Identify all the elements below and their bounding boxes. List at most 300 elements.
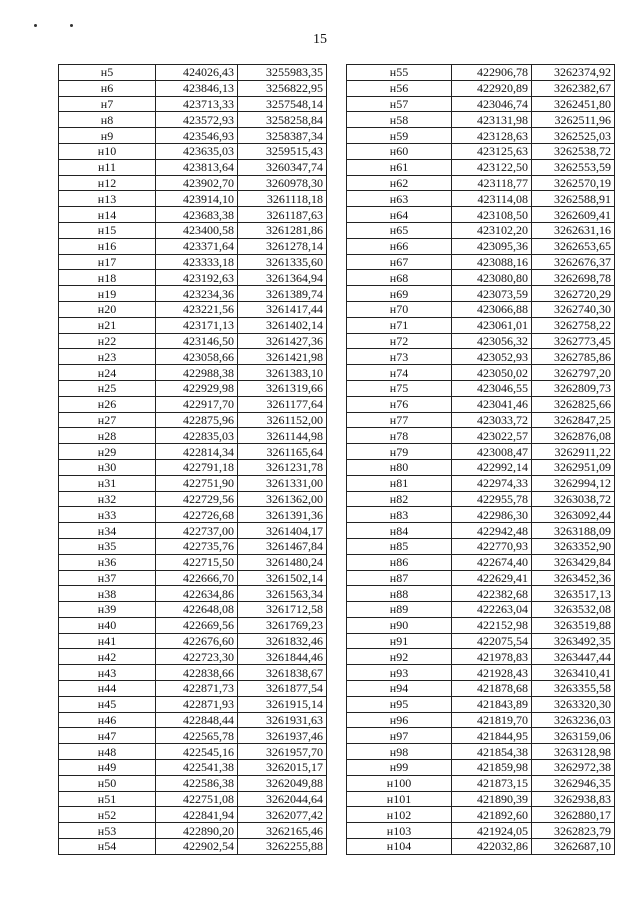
point-id-cell: н81: [347, 475, 452, 491]
y-coordinate-cell: 3263092,44: [532, 507, 615, 523]
table-row: [59, 128, 327, 144]
y-coordinate-cell: 3261480,24: [238, 554, 327, 570]
y-coordinate-cell: 3262631,16: [532, 222, 615, 238]
point-id-cell: н94: [347, 681, 452, 697]
x-coordinate-cell: 423114,08: [452, 191, 532, 207]
table-row: [59, 143, 327, 159]
y-coordinate-cell: 3261502,14: [238, 570, 327, 586]
point-id-cell: н71: [347, 317, 452, 333]
table-row: [347, 649, 615, 665]
x-coordinate-cell: 422988,38: [156, 365, 238, 381]
x-coordinate-cell: 422729,56: [156, 491, 238, 507]
x-coordinate-cell: 421978,83: [452, 649, 532, 665]
table-row: [59, 207, 327, 223]
table-row: [59, 270, 327, 286]
x-coordinate-cell: 422814,34: [156, 444, 238, 460]
x-coordinate-cell: 422942,48: [452, 523, 532, 539]
x-coordinate-cell: 423125,63: [452, 143, 532, 159]
point-id-cell: н11: [59, 159, 156, 175]
y-coordinate-cell: 3262972,38: [532, 760, 615, 776]
point-id-cell: н64: [347, 207, 452, 223]
y-coordinate-cell: 3263320,30: [532, 696, 615, 712]
table-row: [59, 301, 327, 317]
x-coordinate-cell: 423635,03: [156, 143, 238, 159]
x-coordinate-cell: 422955,78: [452, 491, 532, 507]
table-row: [347, 301, 615, 317]
point-id-cell: н55: [347, 65, 452, 81]
table-row: [347, 444, 615, 460]
y-coordinate-cell: 3261144,98: [238, 428, 327, 444]
y-coordinate-cell: 3263532,08: [532, 602, 615, 618]
point-id-cell: н7: [59, 96, 156, 112]
x-coordinate-cell: 423095,36: [452, 238, 532, 254]
table-row: [59, 665, 327, 681]
x-coordinate-cell: 423073,59: [452, 286, 532, 302]
table-row: [59, 286, 327, 302]
table-row: [347, 191, 615, 207]
point-id-cell: н88: [347, 586, 452, 602]
table-row: [347, 775, 615, 791]
x-coordinate-cell: 423046,55: [452, 380, 532, 396]
y-coordinate-cell: 3261177,64: [238, 396, 327, 412]
point-id-cell: н99: [347, 760, 452, 776]
x-coordinate-cell: 421892,60: [452, 807, 532, 823]
x-coordinate-cell: 423008,47: [452, 444, 532, 460]
table-row: [347, 602, 615, 618]
table-row: [59, 649, 327, 665]
table-row: [59, 80, 327, 96]
x-coordinate-cell: 422075,54: [452, 633, 532, 649]
x-coordinate-cell: 422917,70: [156, 396, 238, 412]
table-row: [59, 617, 327, 633]
y-coordinate-cell: 3261937,46: [238, 728, 327, 744]
x-coordinate-cell: 422906,78: [452, 65, 532, 81]
y-coordinate-cell: 3262946,35: [532, 775, 615, 791]
y-coordinate-cell: 3263447,44: [532, 649, 615, 665]
point-id-cell: н13: [59, 191, 156, 207]
point-id-cell: н78: [347, 428, 452, 444]
x-coordinate-cell: 422666,70: [156, 570, 238, 586]
point-id-cell: н20: [59, 301, 156, 317]
table-row: [347, 428, 615, 444]
table-row: [59, 823, 327, 839]
table-row: [347, 349, 615, 365]
y-coordinate-cell: 3260978,30: [238, 175, 327, 191]
y-coordinate-cell: 3263519,88: [532, 617, 615, 633]
point-id-cell: н24: [59, 365, 156, 381]
point-id-cell: н95: [347, 696, 452, 712]
point-id-cell: н93: [347, 665, 452, 681]
y-coordinate-cell: 3258258,84: [238, 112, 327, 128]
point-id-cell: н83: [347, 507, 452, 523]
y-coordinate-cell: 3262165,46: [238, 823, 327, 839]
y-coordinate-cell: 3263236,03: [532, 712, 615, 728]
point-id-cell: н45: [59, 696, 156, 712]
point-id-cell: н32: [59, 491, 156, 507]
table-row: [59, 475, 327, 491]
x-coordinate-cell: 422032,86: [452, 839, 532, 855]
y-coordinate-cell: 3261402,14: [238, 317, 327, 333]
point-id-cell: н56: [347, 80, 452, 96]
y-coordinate-cell: 3261165,64: [238, 444, 327, 460]
x-coordinate-cell: 422791,18: [156, 459, 238, 475]
table-row: [59, 696, 327, 712]
x-coordinate-cell: 422382,68: [452, 586, 532, 602]
page-number: 15: [313, 32, 327, 47]
table-row: [347, 254, 615, 270]
point-id-cell: н18: [59, 270, 156, 286]
table-row: [59, 349, 327, 365]
x-coordinate-cell: 421924,05: [452, 823, 532, 839]
x-coordinate-cell: 422875,96: [156, 412, 238, 428]
point-id-cell: н52: [59, 807, 156, 823]
x-coordinate-cell: 423333,18: [156, 254, 238, 270]
point-id-cell: н15: [59, 222, 156, 238]
table-row: [347, 317, 615, 333]
point-id-cell: н85: [347, 538, 452, 554]
y-coordinate-cell: 3261331,00: [238, 475, 327, 491]
x-coordinate-cell: 422715,50: [156, 554, 238, 570]
x-coordinate-cell: 421844,95: [452, 728, 532, 744]
table-row: [59, 586, 327, 602]
y-coordinate-cell: 3261832,46: [238, 633, 327, 649]
x-coordinate-cell: 422890,20: [156, 823, 238, 839]
point-id-cell: н63: [347, 191, 452, 207]
x-coordinate-cell: 423846,13: [156, 80, 238, 96]
point-id-cell: н8: [59, 112, 156, 128]
y-coordinate-cell: 3261712,58: [238, 602, 327, 618]
x-coordinate-cell: 422723,30: [156, 649, 238, 665]
y-coordinate-cell: 3262740,30: [532, 301, 615, 317]
y-coordinate-cell: 3261187,63: [238, 207, 327, 223]
point-id-cell: н80: [347, 459, 452, 475]
y-coordinate-cell: 3262653,65: [532, 238, 615, 254]
x-coordinate-cell: 423061,01: [452, 317, 532, 333]
y-coordinate-cell: 3258387,34: [238, 128, 327, 144]
x-coordinate-cell: 423050,02: [452, 365, 532, 381]
table-row: [347, 65, 615, 81]
table-row: [59, 459, 327, 475]
y-coordinate-cell: 3262809,73: [532, 380, 615, 396]
x-coordinate-cell: 421854,38: [452, 744, 532, 760]
x-coordinate-cell: 423066,88: [452, 301, 532, 317]
point-id-cell: н97: [347, 728, 452, 744]
x-coordinate-cell: 423192,63: [156, 270, 238, 286]
table-row: [59, 791, 327, 807]
x-coordinate-cell: 423683,38: [156, 207, 238, 223]
y-coordinate-cell: 3262687,10: [532, 839, 615, 855]
point-id-cell: н62: [347, 175, 452, 191]
table-row: [59, 491, 327, 507]
x-coordinate-cell: 423234,36: [156, 286, 238, 302]
y-coordinate-cell: 3261383,10: [238, 365, 327, 381]
coordinates-table-left: [58, 64, 327, 855]
x-coordinate-cell: 422541,38: [156, 760, 238, 776]
y-coordinate-cell: 3261404,17: [238, 523, 327, 539]
point-id-cell: н51: [59, 791, 156, 807]
x-coordinate-cell: 423546,93: [156, 128, 238, 144]
x-coordinate-cell: 421819,70: [452, 712, 532, 728]
point-id-cell: н6: [59, 80, 156, 96]
y-coordinate-cell: 3261231,78: [238, 459, 327, 475]
x-coordinate-cell: 423056,32: [452, 333, 532, 349]
table-row: [347, 112, 615, 128]
x-coordinate-cell: 422974,33: [452, 475, 532, 491]
table-row: [347, 143, 615, 159]
point-id-cell: н101: [347, 791, 452, 807]
x-coordinate-cell: 422629,41: [452, 570, 532, 586]
point-id-cell: н58: [347, 112, 452, 128]
point-id-cell: н84: [347, 523, 452, 539]
point-id-cell: н48: [59, 744, 156, 760]
point-id-cell: н43: [59, 665, 156, 681]
y-coordinate-cell: 3262525,03: [532, 128, 615, 144]
x-coordinate-cell: 422735,76: [156, 538, 238, 554]
point-id-cell: н31: [59, 475, 156, 491]
table-row: [59, 112, 327, 128]
y-coordinate-cell: 3262553,59: [532, 159, 615, 175]
table-row: [59, 760, 327, 776]
point-id-cell: н26: [59, 396, 156, 412]
y-coordinate-cell: 3262077,42: [238, 807, 327, 823]
x-coordinate-cell: 422848,44: [156, 712, 238, 728]
table-row: [347, 523, 615, 539]
table-row: [59, 681, 327, 697]
x-coordinate-cell: 423713,33: [156, 96, 238, 112]
x-coordinate-cell: 423914,10: [156, 191, 238, 207]
y-coordinate-cell: 3261362,00: [238, 491, 327, 507]
x-coordinate-cell: 423046,74: [452, 96, 532, 112]
point-id-cell: н76: [347, 396, 452, 412]
point-id-cell: н46: [59, 712, 156, 728]
point-id-cell: н41: [59, 633, 156, 649]
y-coordinate-cell: 3262951,09: [532, 459, 615, 475]
x-coordinate-cell: 422751,08: [156, 791, 238, 807]
point-id-cell: н39: [59, 602, 156, 618]
point-id-cell: н65: [347, 222, 452, 238]
x-coordinate-cell: 423813,64: [156, 159, 238, 175]
y-coordinate-cell: 3261391,36: [238, 507, 327, 523]
y-coordinate-cell: 3261769,23: [238, 617, 327, 633]
table-row: [59, 428, 327, 444]
table-row: [59, 365, 327, 381]
table-row: [347, 412, 615, 428]
y-coordinate-cell: 3263188,09: [532, 523, 615, 539]
point-id-cell: н12: [59, 175, 156, 191]
point-id-cell: н35: [59, 538, 156, 554]
y-coordinate-cell: 3261281,86: [238, 222, 327, 238]
point-id-cell: н69: [347, 286, 452, 302]
point-id-cell: н23: [59, 349, 156, 365]
y-coordinate-cell: 3262758,22: [532, 317, 615, 333]
table-row: [347, 96, 615, 112]
table-row: [59, 254, 327, 270]
table-row: [347, 696, 615, 712]
table-row: [347, 617, 615, 633]
point-id-cell: н42: [59, 649, 156, 665]
table-row: [347, 823, 615, 839]
point-id-cell: н103: [347, 823, 452, 839]
point-id-cell: н90: [347, 617, 452, 633]
table-row: [59, 602, 327, 618]
x-coordinate-cell: 423902,70: [156, 175, 238, 191]
table-row: [59, 412, 327, 428]
x-coordinate-cell: 422986,30: [452, 507, 532, 523]
point-id-cell: н72: [347, 333, 452, 349]
table-row: [347, 270, 615, 286]
scan-speck: [34, 24, 37, 27]
y-coordinate-cell: 3259515,43: [238, 143, 327, 159]
x-coordinate-cell: 422835,03: [156, 428, 238, 444]
table-row: [347, 728, 615, 744]
table-row: [59, 744, 327, 760]
table-row: [347, 665, 615, 681]
y-coordinate-cell: 3262785,86: [532, 349, 615, 365]
table-row: [347, 744, 615, 760]
y-coordinate-cell: 3261335,60: [238, 254, 327, 270]
point-id-cell: н77: [347, 412, 452, 428]
y-coordinate-cell: 3263159,06: [532, 728, 615, 744]
table-row: [347, 681, 615, 697]
point-id-cell: н49: [59, 760, 156, 776]
point-id-cell: н30: [59, 459, 156, 475]
y-coordinate-cell: 3257548,14: [238, 96, 327, 112]
table-row: [347, 380, 615, 396]
y-coordinate-cell: 3262876,08: [532, 428, 615, 444]
x-coordinate-cell: 423221,56: [156, 301, 238, 317]
point-id-cell: н10: [59, 143, 156, 159]
y-coordinate-cell: 3261877,54: [238, 681, 327, 697]
y-coordinate-cell: 3261417,44: [238, 301, 327, 317]
y-coordinate-cell: 3263410,41: [532, 665, 615, 681]
x-coordinate-cell: 422648,08: [156, 602, 238, 618]
y-coordinate-cell: 3262825,66: [532, 396, 615, 412]
coordinates-table-right: [346, 64, 615, 855]
y-coordinate-cell: 3260347,74: [238, 159, 327, 175]
point-id-cell: н75: [347, 380, 452, 396]
point-id-cell: н74: [347, 365, 452, 381]
x-coordinate-cell: 423102,20: [452, 222, 532, 238]
x-coordinate-cell: 423171,13: [156, 317, 238, 333]
x-coordinate-cell: 423088,16: [452, 254, 532, 270]
x-coordinate-cell: 422929,98: [156, 380, 238, 396]
x-coordinate-cell: 422838,66: [156, 665, 238, 681]
x-coordinate-cell: 421859,98: [452, 760, 532, 776]
table-row: [59, 444, 327, 460]
table-row: [347, 538, 615, 554]
x-coordinate-cell: 422152,98: [452, 617, 532, 633]
x-coordinate-cell: 423146,50: [156, 333, 238, 349]
y-coordinate-cell: 3261364,94: [238, 270, 327, 286]
y-coordinate-cell: 3262911,22: [532, 444, 615, 460]
y-coordinate-cell: 3263355,58: [532, 681, 615, 697]
point-id-cell: н28: [59, 428, 156, 444]
table-row: [59, 538, 327, 554]
table-row: [59, 317, 327, 333]
table-row: [59, 839, 327, 855]
y-coordinate-cell: 3262049,88: [238, 775, 327, 791]
x-coordinate-cell: 422737,00: [156, 523, 238, 539]
table-row: [347, 159, 615, 175]
table-row: [347, 570, 615, 586]
table-row: [59, 396, 327, 412]
table-row: [347, 222, 615, 238]
table-row: [347, 554, 615, 570]
point-id-cell: н40: [59, 617, 156, 633]
point-id-cell: н104: [347, 839, 452, 855]
y-coordinate-cell: 3262538,72: [532, 143, 615, 159]
table-row: [59, 728, 327, 744]
x-coordinate-cell: 422992,14: [452, 459, 532, 475]
point-id-cell: н60: [347, 143, 452, 159]
x-coordinate-cell: 421928,43: [452, 665, 532, 681]
y-coordinate-cell: 3262609,41: [532, 207, 615, 223]
point-id-cell: н102: [347, 807, 452, 823]
x-coordinate-cell: 422669,56: [156, 617, 238, 633]
point-id-cell: н34: [59, 523, 156, 539]
table-row: [59, 712, 327, 728]
y-coordinate-cell: 3262255,88: [238, 839, 327, 855]
x-coordinate-cell: 423572,93: [156, 112, 238, 128]
y-coordinate-cell: 3263128,98: [532, 744, 615, 760]
point-id-cell: н57: [347, 96, 452, 112]
y-coordinate-cell: 3261319,66: [238, 380, 327, 396]
x-coordinate-cell: 423108,50: [452, 207, 532, 223]
point-id-cell: н73: [347, 349, 452, 365]
y-coordinate-cell: 3262847,25: [532, 412, 615, 428]
point-id-cell: н67: [347, 254, 452, 270]
y-coordinate-cell: 3262938,83: [532, 791, 615, 807]
point-id-cell: н33: [59, 507, 156, 523]
y-coordinate-cell: 3261152,00: [238, 412, 327, 428]
y-coordinate-cell: 3263429,84: [532, 554, 615, 570]
table-row: [347, 839, 615, 855]
point-id-cell: н47: [59, 728, 156, 744]
y-coordinate-cell: 3262570,19: [532, 175, 615, 191]
table-row: [347, 633, 615, 649]
y-coordinate-cell: 3262720,29: [532, 286, 615, 302]
point-id-cell: н91: [347, 633, 452, 649]
table-row: [59, 175, 327, 191]
x-coordinate-cell: 421890,39: [452, 791, 532, 807]
table-row: [347, 586, 615, 602]
x-coordinate-cell: 422676,60: [156, 633, 238, 649]
y-coordinate-cell: 3263038,72: [532, 491, 615, 507]
y-coordinate-cell: 3262511,96: [532, 112, 615, 128]
point-id-cell: н53: [59, 823, 156, 839]
x-coordinate-cell: 422871,93: [156, 696, 238, 712]
table-row: [347, 507, 615, 523]
table-row: [347, 396, 615, 412]
y-coordinate-cell: 3261957,70: [238, 744, 327, 760]
y-coordinate-cell: 3261563,34: [238, 586, 327, 602]
table-row: [347, 712, 615, 728]
table-row: [347, 238, 615, 254]
table-row: [347, 365, 615, 381]
y-coordinate-cell: 3262880,17: [532, 807, 615, 823]
x-coordinate-cell: 422565,78: [156, 728, 238, 744]
x-coordinate-cell: 422902,54: [156, 839, 238, 855]
y-coordinate-cell: 3262698,78: [532, 270, 615, 286]
x-coordinate-cell: 423118,77: [452, 175, 532, 191]
x-coordinate-cell: 422726,68: [156, 507, 238, 523]
x-coordinate-cell: 423080,80: [452, 270, 532, 286]
y-coordinate-cell: 3262676,37: [532, 254, 615, 270]
x-coordinate-cell: 422674,40: [452, 554, 532, 570]
table-row: [59, 159, 327, 175]
y-coordinate-cell: 3261931,63: [238, 712, 327, 728]
point-id-cell: н70: [347, 301, 452, 317]
